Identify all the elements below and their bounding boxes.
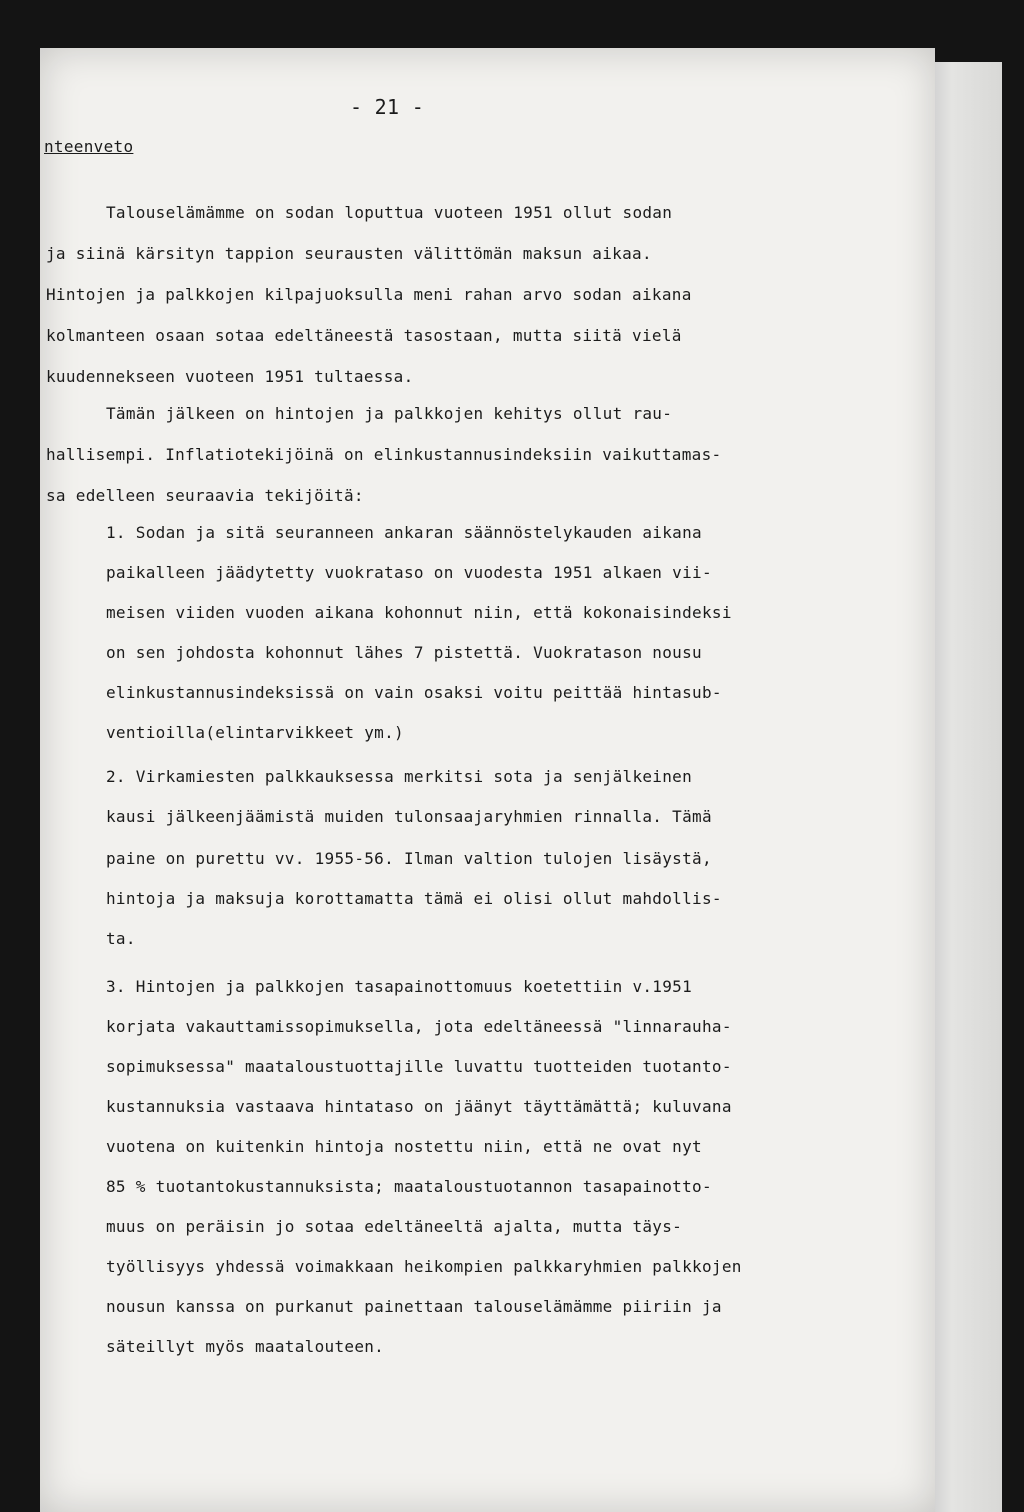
text-line: hintoja ja maksuja korottamatta tämä ei olisi ollut mahdollis- (106, 889, 722, 908)
text-line: ta. (106, 929, 136, 948)
text-line: ventioilla(elintarvikkeet ym.) (106, 723, 404, 742)
text-line: kuudennekseen vuoteen 1951 tultaessa. (46, 367, 414, 386)
text-line: Tämän jälkeen on hintojen ja palkkojen kehitys ollut rau- (106, 404, 673, 423)
text-line: elinkustannusindeksissä on vain osaksi voitu peittää hintasub- (106, 683, 722, 702)
text-line: 3. Hintojen ja palkkojen tasapainottomuus koetettiin v.1951 (106, 977, 693, 996)
text-line: on sen johdosta kohonnut lähes 7 pistettä. Vuokratason nousu (106, 643, 702, 662)
text-line: kustannuksia vastaava hintataso on jäänyt täyttämättä; kuluvana (106, 1097, 732, 1116)
text-line: Talouselämämme on sodan loputtua vuoteen 1951 ollut sodan (106, 203, 673, 222)
text-line: työllisyys yhdessä voimakkaan heikompien palkkaryhmien palkkojen (106, 1257, 742, 1276)
text-line: hallisempi. Inflatiotekijöinä on elinkustannusindeksiin vaikuttamas- (46, 445, 722, 464)
text-line: 2. Virkamiesten palkkauksessa merkitsi sota ja senjälkeinen (106, 767, 693, 786)
text-line: vuotena on kuitenkin hintoja nostettu niin, että ne ovat nyt (106, 1137, 702, 1156)
text-line: paine on purettu vv. 1955-56. Ilman valtion tulojen lisäystä, (106, 849, 712, 868)
text-line: muus on peräisin jo sotaa edeltäneeltä ajalta, mutta täys- (106, 1217, 683, 1236)
text-line: 1. Sodan ja sitä seuranneen ankaran säännöstelykauden aikana (106, 523, 702, 542)
text-line: sa edelleen seuraavia tekijöitä: (46, 486, 364, 505)
text-line: kausi jälkeenjäämistä muiden tulonsaajaryhmien rinnalla. Tämä (106, 807, 712, 826)
text-line: nousun kanssa on purkanut painettaan talouselämämme piiriin ja (106, 1297, 722, 1316)
text-line: Hintojen ja palkkojen kilpajuoksulla meni rahan arvo sodan aikana (46, 285, 692, 304)
text-line: korjata vakauttamissopimuksella, jota edeltäneessä "linnarauha- (106, 1017, 732, 1036)
text-line: kolmanteen osaan sotaa edeltäneestä tasostaan, mutta siitä vielä (46, 326, 682, 345)
section-heading: nteenveto (44, 137, 134, 156)
page-number: - 21 - (350, 95, 425, 119)
text-line: 85 % tuotantokustannuksista; maataloustuotannon tasapainotto- (106, 1177, 712, 1196)
text-line: paikalleen jäädytetty vuokrataso on vuodesta 1951 alkaen vii- (106, 563, 712, 582)
text-line: säteillyt myös maatalouteen. (106, 1337, 385, 1356)
text-line: meisen viiden vuoden aikana kohonnut niin, että kokonaisindeksi (106, 603, 732, 622)
text-line: ja siinä kärsityn tappion seurausten välittömän maksun aikaa. (46, 244, 652, 263)
text-line: sopimuksessa" maataloustuottajille luvattu tuotteiden tuotanto- (106, 1057, 732, 1076)
